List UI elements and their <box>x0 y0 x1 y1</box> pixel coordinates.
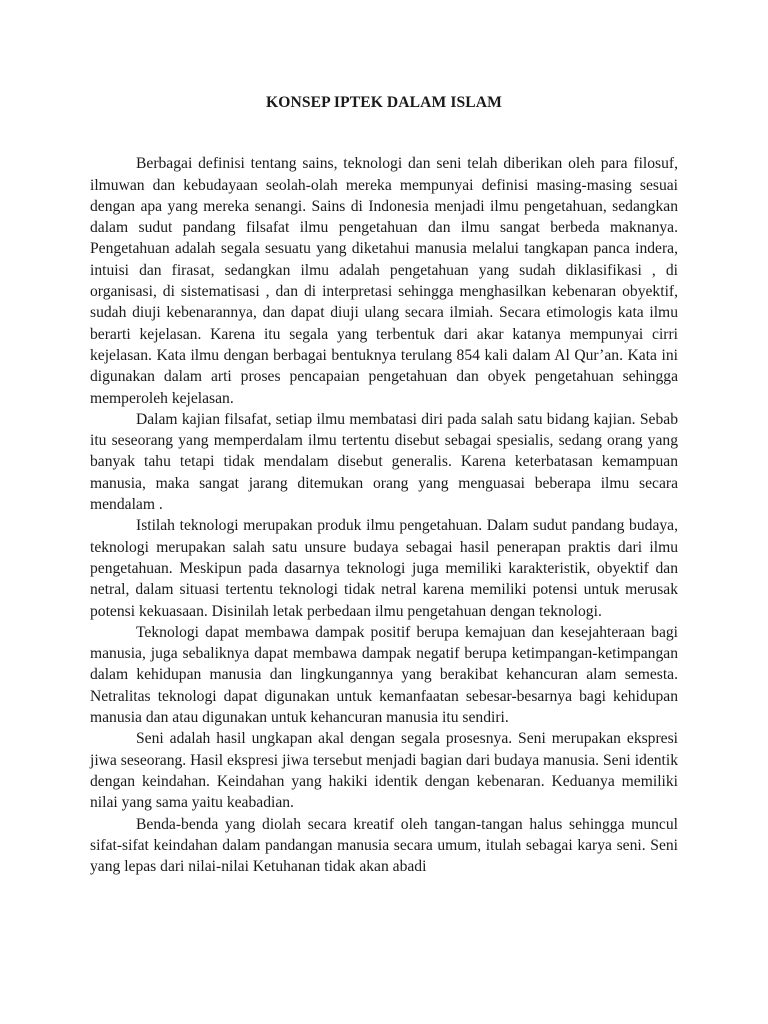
paragraph-istilah-teknologi: Istilah teknologi merupakan produk ilmu pengetahuan. Dalam sudut pandang budaya, teknologi merupakan salah satu unsure budaya sebagai hasil penerapan praktis dari ilmu pengetahuan. Meskipun pada dasarnya teknologi juga memiliki karakteristik, obyektif dan netral, dalam situasi tertentu teknologi tidak netral karena memiliki potensi untuk merusak potensi kekuasaan. Disinilah letak perbedaan ilmu pengetahuan dengan teknologi. <box>90 517 678 620</box>
document-page <box>90 92 678 877</box>
paragraph-karya-seni: Benda-benda yang diolah secara kreatif oleh tangan-tangan halus sehingga muncul sifat-sifat keindahan dalam pandangan manusia secara umum, itulah sebagai karya seni. Seni yang lepas dari nilai-nilai Ketuhanan tidak akan abadi <box>90 815 678 876</box>
document-title: KONSEP IPTEK DALAM ISLAM <box>266 94 502 111</box>
paragraph-kajian-filsafat: Dalam kajian filsafat, setiap ilmu membatasi diri pada salah satu bidang kajian. Sebab itu seseorang yang memperdalam ilmu tertentu disebut sebagai spesialis, sedang orang yang banyak tahu tetapi tidak mendalam disebut generalis. Karena keterbatasan kemampuan manusia, maka sangat jarang ditemukan orang yang menguasai beberapa ilmu secara mendalam . <box>90 410 678 514</box>
paragraph-dampak-teknologi: Teknologi dapat membawa dampak positif berupa kemajuan dan kesejahteraan bagi manusia, juga sebaliknya dapat membawa dampak negatif berupa ketimpangan-ketimpangan dalam kehidupan manusia dan lingkungannya yang berakibat kehancuran alam semesta. Netralitas teknologi dapat digunakan untuk kemanfaatan sebesar-besarnya bagi kehidupan manusia dan atau digunakan untuk kehancuran manusia itu sendiri. <box>90 623 678 727</box>
paragraph-seni: Seni adalah hasil ungkapan akal dengan segala prosesnya. Seni merupakan ekspresi jiwa seseorang. Hasil ekspresi jiwa tersebut menjadi bagian dari budaya manusia. Seni identik dengan keindahan. Keindahan yang hakiki identik dengan kebenaran. Keduanya memiliki nilai yang sama yaitu keabadian. <box>90 730 678 812</box>
paragraph-definisi-sains: Berbagai definisi tentang sains, teknologi dan seni telah diberikan oleh para filosuf, ilmuwan dan kebudayaan seolah-olah mereka mempunyai definisi masing-masing sesuai dengan apa yang mereka senangi. Sains di Indonesia menjadi ilmu pengetahuan, sedangkan dalam sudut pandang filsafat ilmu pengetahuan dan ilmu sangat berbeda maknanya. Pengetahuan adalah segala sesuatu yang diketahui manusia melalui tangkapan panca indera, intuisi dan firasat, sedangkan ilmu adalah pengetahuan yang sudah diklasifikasi , di organisasi, di sistematisasi , dan di interpretasi sehingga menghasilkan kebenaran obyektif, sudah diuji kebenarannya, dan dapat diuji ulang secara ilmiah. Secara etimologis kata ilmu berarti kejelasan. Karena itu segala yang terbentuk dari akar katanya mempunyai cirri kejelasan. Kata ilmu dengan berbagai bentuknya terulang 854 kali dalam Al Qur’an. Kata ini digunakan dalam arti proses pencapaian pengetahuan dan obyek pengetahuan sehingga memperoleh kejelasan. <box>90 155 678 407</box>
